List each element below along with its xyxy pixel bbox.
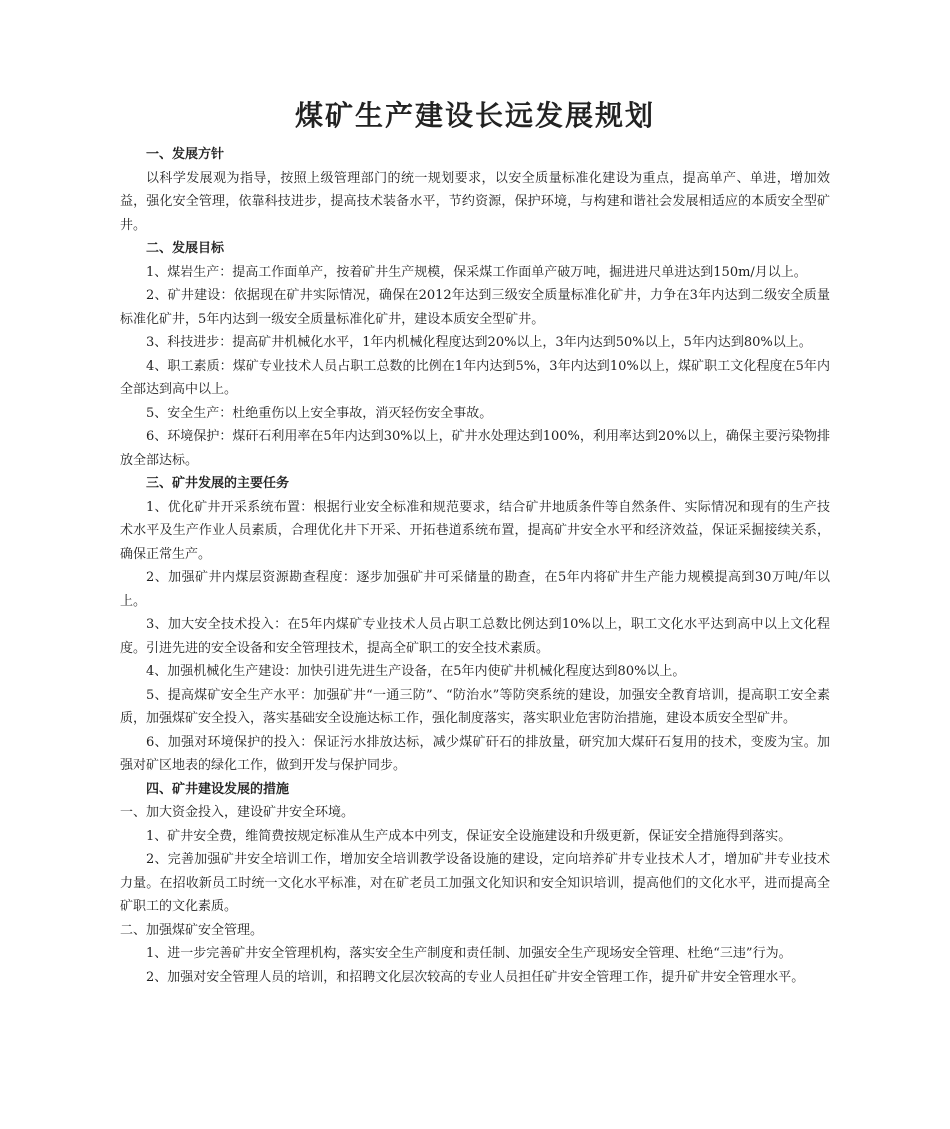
paragraph: 6、环境保护：煤矸石利用率在5年内达到30%以上，矿井水处理达到100%，利用率达到20%以上，确保主要污染物排放全部达标。 [120,429,830,468]
paragraph: 2、矿井建设：依据现在矿井实际情况，确保在2012年达到三级安全质量标准化矿井，力争在3年内达到二级安全质量标准化矿井，5年内达到一级安全质量标准化矿井，建设本质安全型矿井。 [120,288,830,327]
paragraph: 2、完善加强矿井安全培训工作，增加安全培训教学设备设施的建设，定向培养矿井专业技术人才，增加矿井专业技术力量。在招收新员工时统一文化水平标准，对在矿老员工加强文化知识和安全知识培训，提高他们的文化水平，进而提高全矿职工的文化素质。 [120,852,830,914]
section-heading: 二、发展目标 [146,241,225,256]
paragraph: 1、优化矿井开采系统布置：根据行业安全标准和规范要求，结合矿井地质条件等自然条件、实际情况和现有的生产技术水平及生产作业人员素质，合理优化井下开采、开拓巷道系统布置，提高矿井安全水平和经济效益，保证采掘接续关系，确保正常生产。 [120,499,830,562]
paragraph: 5、提高煤矿安全生产水平：加强矿井“一通三防”、“防治水”等防突系统的建设，加强安全教育培训，提高职工安全素质，加强煤矿安全投入，落实基础安全设施达标工作，强化制度落实，落实职业危害防治措施，建设本质安全型矿井。 [120,687,830,726]
paragraph: 2、加强对安全管理人员的培训，和招聘文化层次较高的专业人员担任矿井安全管理工作，提升矿井安全管理水平。 [146,969,805,985]
paragraph: 1、矿井安全费，维简费按规定标准从生产成本中列支，保证安全设施建设和升级更新，保证安全措施得到落实。 [146,828,792,844]
subsection-heading: 二、加强煤矿安全管理。 [120,922,264,938]
paragraph: 5、安全生产：杜绝重伤以上安全事故，消灭轻伤安全事故。 [146,405,493,421]
paragraph: 4、加强机械化生产建设：加快引进先进生产设备，在5年内使矿井机械化程度达到80%以上。 [146,664,686,679]
paragraph: 4、职工素质：煤矿专业技术人员占职工总数的比例在1年内达到5%，3年内达到10%以上，煤矿职工文化程度在5年内全部达到高中以上。 [120,358,830,397]
paragraph: 1、煤岩生产：提高工作面单产，按着矿井生产规模，保采煤工作面单产破万吨，掘进进尺单进达到150m/月以上。 [146,264,807,280]
document-title: 煤矿生产建设长远发展规划 [294,99,655,132]
paragraph: 6、加强对环境保护的投入：保证污水排放达标，减少煤矿矸石的排放量，研究加大煤矸石复用的技术，变废为宝。加强对矿区地表的绿化工作，做到开发与保护同步。 [120,734,830,773]
paragraph: 3、加大安全技术投入：在5年内煤矿专业技术人员占职工总数比例达到10%以上，职工文化水平达到高中以上文化程度。引进先进的安全设备和安全管理技术，提高全矿职工的安全技术素质。 [120,617,830,656]
paragraph: 1、进一步完善矿井安全管理机构，落实安全生产制度和责任制、加强安全生产现场安全管理、杜绝“三违”行为。 [146,946,792,961]
paragraph: 2、加强矿井内煤层资源勘查程度：逐步加强矿井可采储量的勘查，在5年内将矿井生产能力规模提高到30万吨/年以上。 [120,570,830,609]
paragraph: 以科学发展观为指导，按照上级管理部门的统一规划要求，以安全质量标准化建设为重点，提高单产、单进，增加效益，强化安全管理，依靠科技进步，提高技术装备水平，节约资源，保护环境，与构建和谐社会发展相适应的本质安全型矿井。 [120,170,830,233]
document-body [120,143,830,989]
subsection-heading: 一、加大资金投入，建设矿井安全环境。 [120,805,355,820]
section-heading: 四、矿井建设发展的措施 [146,781,290,797]
paragraph: 3、科技进步：提高矿井机械化水平，1年内机械化程度达到20%以上，3年内达到50%以上，5年内达到80%以上。 [146,335,812,350]
section-heading: 三、矿井发展的主要任务 [146,476,290,491]
section-heading: 一、发展方针 [146,147,225,162]
